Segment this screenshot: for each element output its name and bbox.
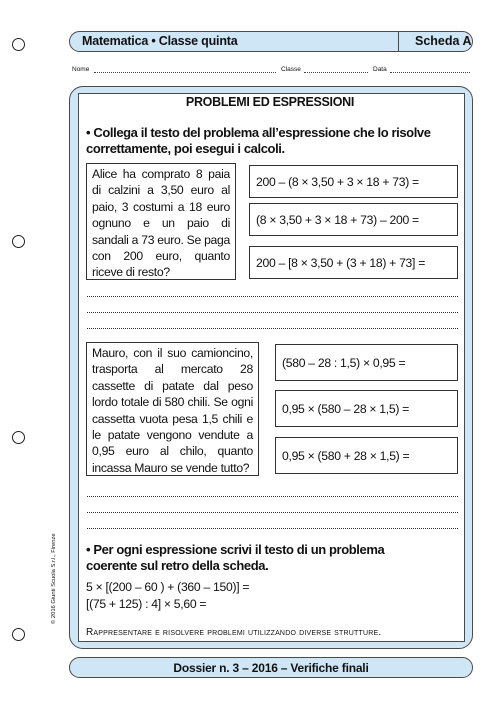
problem-2-option-1[interactable]: [275, 344, 458, 381]
option-text: (580 – 28 : 1,5) × 0,95 =: [282, 355, 406, 370]
date-label: Data: [373, 66, 387, 73]
option-text: 200 – [8 × 3,50 + (3 + 18) + 73] =: [256, 255, 426, 270]
option-text: 0,95 × (580 – 28 × 1,5) =: [282, 401, 410, 416]
problem-2-text: Mauro, con il suo camioncino, trasporta al mercato 28 cassette di patate dal peso lordo totale di 580 chili. Se ogni cassetta vuota pesa 1,5 chili e le patate vengono vendute a 0,95 euro al chilo, quanto incassa Mauro se vende tutto?: [86, 342, 259, 476]
class-label: Classe: [281, 66, 301, 73]
header-bar: [69, 31, 473, 52]
option-text: 0,95 × (580 + 28 × 1,5) =: [282, 448, 410, 463]
footer-text: Dossier n. 3 – 2016 – Verifiche finali: [173, 661, 369, 675]
problem-2-option-3[interactable]: [275, 437, 458, 474]
answer-line[interactable]: [87, 296, 458, 297]
answer-line[interactable]: [87, 528, 458, 529]
problem-1-option-1[interactable]: [249, 165, 458, 198]
answer-line[interactable]: [87, 512, 458, 513]
option-text: 200 – (8 × 3,50 + 3 × 18 + 73) =: [256, 174, 419, 189]
footer-bar: [69, 657, 473, 678]
learning-goal: Rappresentare e risolvere problemi utilizzando diverse strutture.: [86, 627, 382, 638]
binder-hole: [12, 235, 25, 248]
problem-1-text: Alice ha comprato 8 paia di calzini a 3,50 euro al paio, 3 costumi a 18 euro ognuno e un paio di sandali a 73 euro. Se paga con 200 euro, quanto riceve di resto?: [86, 163, 236, 280]
class-line[interactable]: [304, 72, 368, 73]
sheet-label: Scheda A: [415, 34, 472, 48]
expression-2: [(75 + 125) : 4] × 5,60 =: [86, 597, 207, 611]
header-divider: [398, 32, 399, 51]
binder-hole: [12, 38, 25, 51]
problem-1-option-2[interactable]: [249, 203, 458, 236]
answer-line[interactable]: [87, 312, 458, 313]
answer-line[interactable]: [87, 496, 458, 497]
instruction-2: • Per ogni espressione scrivi il testo di un problema coerente sul retro della scheda.: [86, 542, 385, 573]
binder-hole: [12, 431, 25, 444]
name-line[interactable]: [94, 72, 276, 73]
header-title: Matematica • Classe quinta: [82, 34, 238, 48]
problem-2-option-2[interactable]: [275, 390, 458, 427]
problem-1-option-3[interactable]: [249, 246, 458, 279]
copyright-notice: © 2016 Giunti Scuola S.r.l., Firenze: [51, 533, 57, 624]
student-fields: [72, 66, 470, 78]
option-text: (8 × 3,50 + 3 × 18 + 73) – 200 =: [256, 212, 419, 227]
binder-hole: [12, 628, 25, 641]
answer-line[interactable]: [87, 328, 458, 329]
section-title: PROBLEMI ED ESPRESSIONI: [185, 95, 355, 109]
name-label: Nome: [72, 66, 90, 73]
date-line[interactable]: [390, 72, 470, 73]
expression-1: 5 × [(200 – 60 ) + (360 – 150)] =: [86, 580, 250, 594]
instruction-1: • Collega il testo del problema all’espressione che lo risolve correttamente, poi esegui i calcoli.: [86, 125, 431, 156]
